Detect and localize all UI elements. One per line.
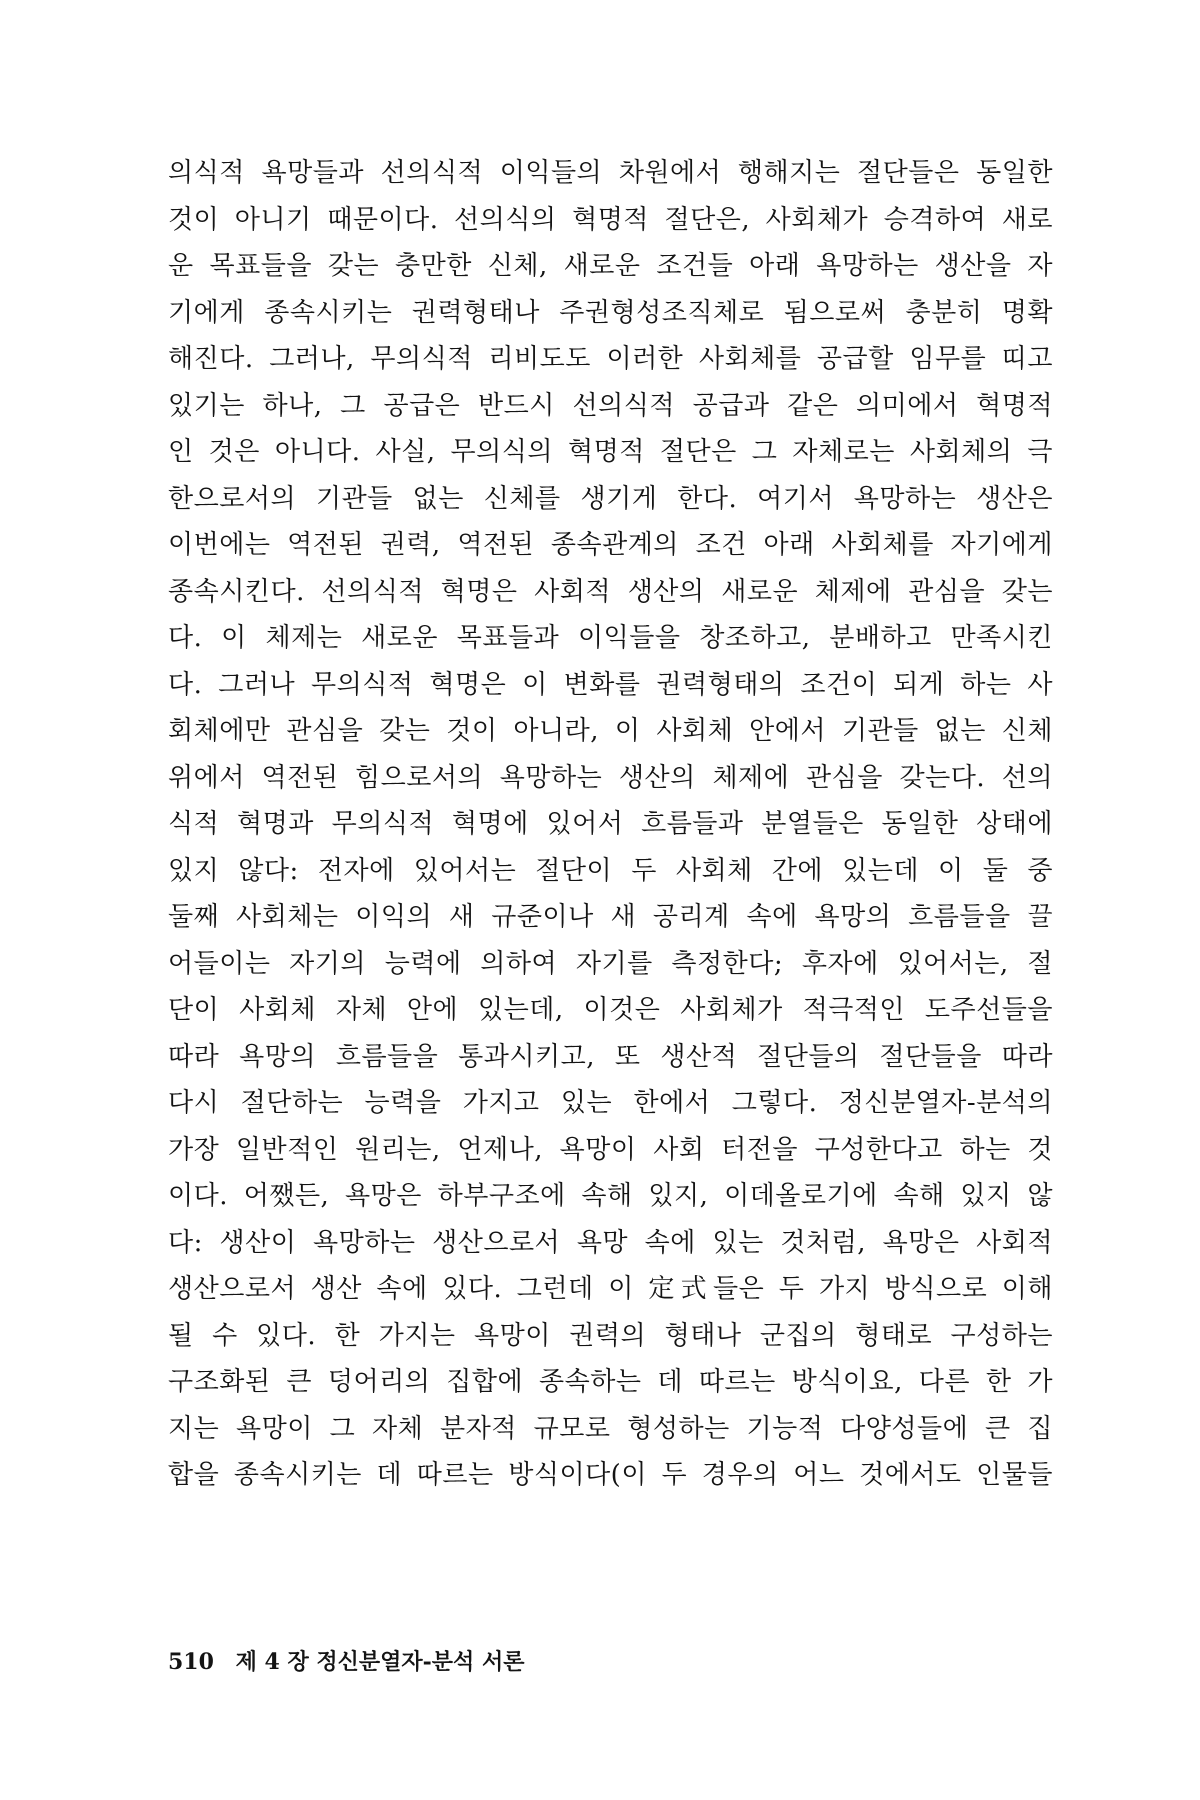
- text-line: 따라 욕망의 흐름들을 통과시키고, 또 생산적 절단들의 절단들을 따라: [168, 1041, 1053, 1072]
- text-line: 가장 일반적인 원리는, 언제나, 욕망이 사회 터전을 구성한다고 하는 것: [168, 1134, 1053, 1165]
- text-line: 인 것은 아니다. 사실, 무의식의 혁명적 절단은 그 자체로는 사회체의 극: [168, 437, 1053, 467]
- text-line: 합을 종속시키는 데 따르는 방식이다(이 두 경우의 어느 것에서도 인물들: [168, 1460, 1053, 1490]
- text-line: 운 목표들을 갖는 충만한 신체, 새로운 조건들 아래 욕망하는 생산을 자: [168, 251, 1053, 281]
- text-line: 구조화된 큰 덩어리의 집합에 종속하는 데 따르는 방식이요, 다른 한 가: [168, 1367, 1053, 1397]
- text-line: 해진다. 그러나, 무의식적 리비도도 이러한 사회체를 공급할 임무를 띠고: [168, 344, 1053, 374]
- text-line: 위에서 역전된 힘으로서의 욕망하는 생산의 체제에 관심을 갖는다. 선의: [168, 762, 1053, 793]
- text-line: 기에게 종속시키는 권력형태나 주권형성조직체로 됨으로써 충분히 명확: [168, 297, 1053, 328]
- body-text: [168, 150, 1053, 1499]
- text-line: 어들이는 자기의 능력에 의하여 자기를 측정한다; 후자에 있어서는, 절: [168, 948, 1053, 979]
- text-line: 지는 욕망이 그 자체 분자적 규모로 형성하는 기능적 다양성들에 큰 집: [168, 1413, 1053, 1444]
- text-line: 있기는 하나, 그 공급은 반드시 선의식적 공급과 같은 의미에서 혁명적: [168, 390, 1053, 421]
- text-line: 있지 않다: 전자에 있어서는 절단이 두 사회체 간에 있는데 이 둘 중: [168, 855, 1053, 886]
- text-line: 다. 그러나 무의식적 혁명은 이 변화를 권력형태의 조건이 되게 하는 사: [168, 669, 1053, 700]
- text-line: 것이 아니기 때문이다. 선의식의 혁명적 절단은, 사회체가 승격하여 새로: [168, 204, 1053, 235]
- text-line: 이번에는 역전된 권력, 역전된 종속관계의 조건 아래 사회체를 자기에게: [168, 530, 1053, 560]
- text-line: 식적 혁명과 무의식적 혁명에 있어서 흐름들과 분열들은 동일한 상태에: [168, 809, 1053, 839]
- text-line: 다: 생산이 욕망하는 생산으로서 욕망 속에 있는 것처럼, 욕망은 사회적: [168, 1227, 1053, 1258]
- text-line: 둘째 사회체는 이익의 새 규준이나 새 공리계 속에 욕망의 흐름들을 끌: [168, 902, 1053, 932]
- text-line: 회체에만 관심을 갖는 것이 아니라, 이 사회체 안에서 기관들 없는 신체: [168, 716, 1053, 746]
- text-line: 종속시킨다. 선의식적 혁명은 사회적 생산의 새로운 체제에 관심을 갖는: [168, 576, 1053, 607]
- text-line: 될 수 있다. 한 가지는 욕망이 권력의 형태나 군집의 형태로 구성하는: [168, 1320, 1053, 1351]
- page-number: 510: [168, 1649, 214, 1675]
- text-line: 다시 절단하는 능력을 가지고 있는 한에서 그렇다. 정신분열자-분석의: [168, 1088, 1053, 1118]
- chapter-title: 제 4 장 정신분열자-분석 서론: [235, 1649, 525, 1675]
- text-line: 한으로서의 기관들 없는 신체를 생기게 한다. 여기서 욕망하는 생산은: [168, 483, 1053, 514]
- text-line: 생산으로서 생산 속에 있다. 그런데 이 定式들은 두 가지 방식으로 이해: [168, 1274, 1053, 1304]
- page-footer: [168, 1645, 524, 1676]
- text-line: 단이 사회체 자체 안에 있는데, 이것은 사회체가 적극적인 도주선들을: [168, 995, 1053, 1025]
- text-line: 이다. 어쨌든, 욕망은 하부구조에 속해 있지, 이데올로기에 속해 있지 않: [168, 1181, 1053, 1211]
- text-line: 다. 이 체제는 새로운 목표들과 이익들을 창조하고, 분배하고 만족시킨: [168, 623, 1053, 653]
- text-line: 의식적 욕망들과 선의식적 이익들의 차원에서 행해지는 절단들은 동일한: [168, 158, 1053, 188]
